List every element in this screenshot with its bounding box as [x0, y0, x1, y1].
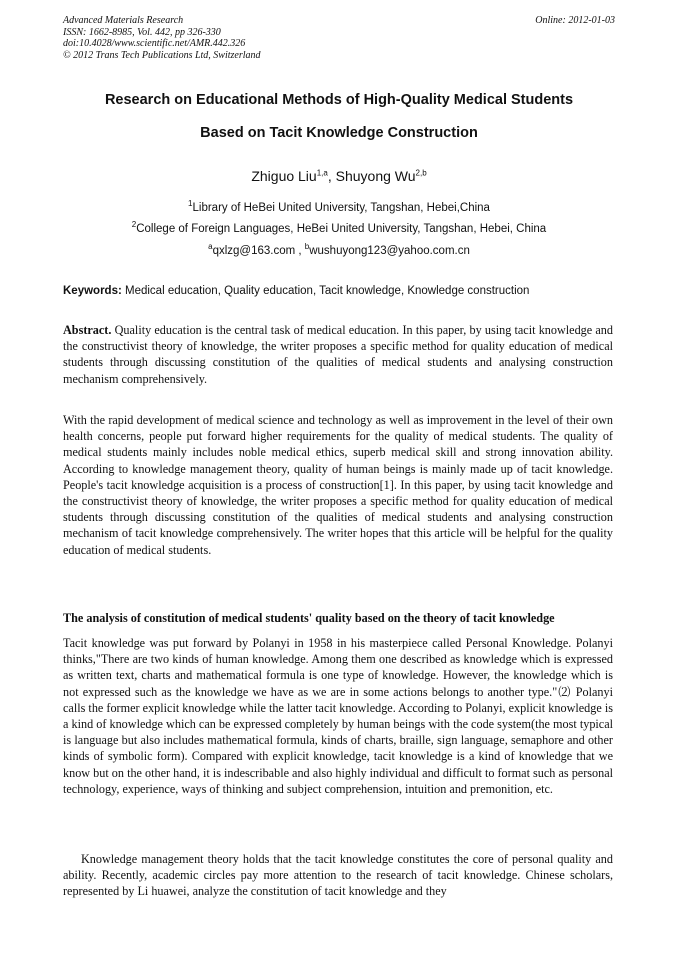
online-date: Online: 2012-01-03 [535, 15, 615, 26]
author-separator: , [327, 168, 336, 184]
keywords-text: Medical education, Quality education, Tacit knowledge, Knowledge construction [121, 285, 530, 297]
author-line [63, 168, 615, 184]
abstract-text: Quality education is the central task of medical education. In this paper, by using tacit knowledge and the constructivist theory of knowledge, the writer proposes a specific method for quality education of medical students through discussing constitution of the qualities of medical students and analysing construction mechanism comprehensively. [63, 323, 613, 386]
author-2-sup: 2,b [415, 168, 427, 178]
affiliation-1-text: Library of HeBei United University, Tangshan, Hebei,China [192, 202, 490, 214]
author-1: Zhiguo Liu [251, 168, 317, 184]
issn-line: ISSN: 1662-8985, Vol. 442, pp 326-330 [63, 26, 221, 38]
doi-line: doi:10.4028/www.scientific.net/AMR.442.326 [63, 38, 246, 49]
abstract [63, 322, 613, 387]
email-1: qxlzg@163.com , [212, 245, 305, 257]
paper-title-line1: Research on Educational Methods of High-Quality Medical Students [104, 92, 574, 108]
section-paragraph-2: Knowledge management theory holds that the tacit knowledge constitutes the core of personal quality and ability. Recently, academic circles pay more attention to the research of tacit knowledge. Chinese scholars, represented by Li huawei, analyze the constitution of tacit knowledge and they [63, 852, 613, 899]
abstract-label: Abstract. [63, 323, 112, 337]
section-paragraph-1: Tacit knowledge was put forward by Polanyi in 1958 in his masterpiece called Personal Knowledge. Polanyi thinks,"There are two kinds of human knowledge. Among them one described as knowledge which is expressed as written text, charts and mathematical formula is one type of knowledge. However, the knowledge which is not expressed such as the knowledge we have as we are in some actions belongs to another type."⑵ Polanyi calls the former explicit knowledge while the latter tacit knowledge. According to Polanyi, explicit knowledge is a kind of knowledge which can be expressed completely by human beings with the code system(the most typical is language but also includes mathematical formula, kinds of charts, braille, sign language, semaphore and other kinds of symbolic form). Compared with explicit knowledge, tacit knowledge is a kind of knowledge that we know but on the other hand, it is indescribable and also highly individual and difficult to format such as personal technology, experience, ways of thinking and subject comprehension, intuition and premonition, etc. [63, 636, 613, 796]
copyright-line: © 2012 Trans Tech Publications Ltd, Switzerland [63, 49, 261, 61]
email-2: wushuyong123@yahoo.com.cn [309, 245, 470, 257]
affiliation-2-sup: 2 [131, 220, 137, 230]
journal-header [63, 15, 615, 61]
journal-name: Advanced Materials Research [63, 15, 184, 26]
affiliation-2-text: College of Foreign Languages, HeBei United University, Tangshan, Hebei, China [136, 223, 547, 235]
section-heading: The analysis of constitution of medical students' quality based on the theory of tacit knowledge [63, 611, 555, 625]
affiliation-1 [63, 199, 615, 214]
author-2: Shuyong Wu [335, 168, 416, 184]
keywords-label: Keywords: [63, 285, 122, 297]
author-1-sup: 1,a [316, 168, 328, 178]
affiliation-2 [63, 220, 615, 235]
keywords [63, 285, 615, 297]
intro-paragraph: With the rapid development of medical science and technology as well as improvement in the level of their own health concerns, people put forward higher requirements for the quality of medical students. The quality of medical students mainly includes noble medical ethics, superb medical skill and strong innovation ability. According to knowledge management theory, quality of human beings is mainly made up of tacit knowledge. People's tacit knowledge acquisition is a process of construction[1]. In this paper, by using tacit knowledge and the constructivist theory of knowledge, the writer proposes a specific method for quality education of medical students through discussing constitution of the qualities of medical students and analysing construction mechanism of tacit knowledge comprehensively. The writer hopes that this article will be helpful for the quality education of medical students. [63, 413, 613, 557]
email-line [63, 242, 615, 257]
paper-title-line2: Based on Tacit Knowledge Construction [200, 125, 478, 141]
email-2-sup: b [304, 242, 310, 252]
affiliation-1-sup: 1 [188, 199, 193, 209]
email-1-sup: a [208, 242, 213, 252]
